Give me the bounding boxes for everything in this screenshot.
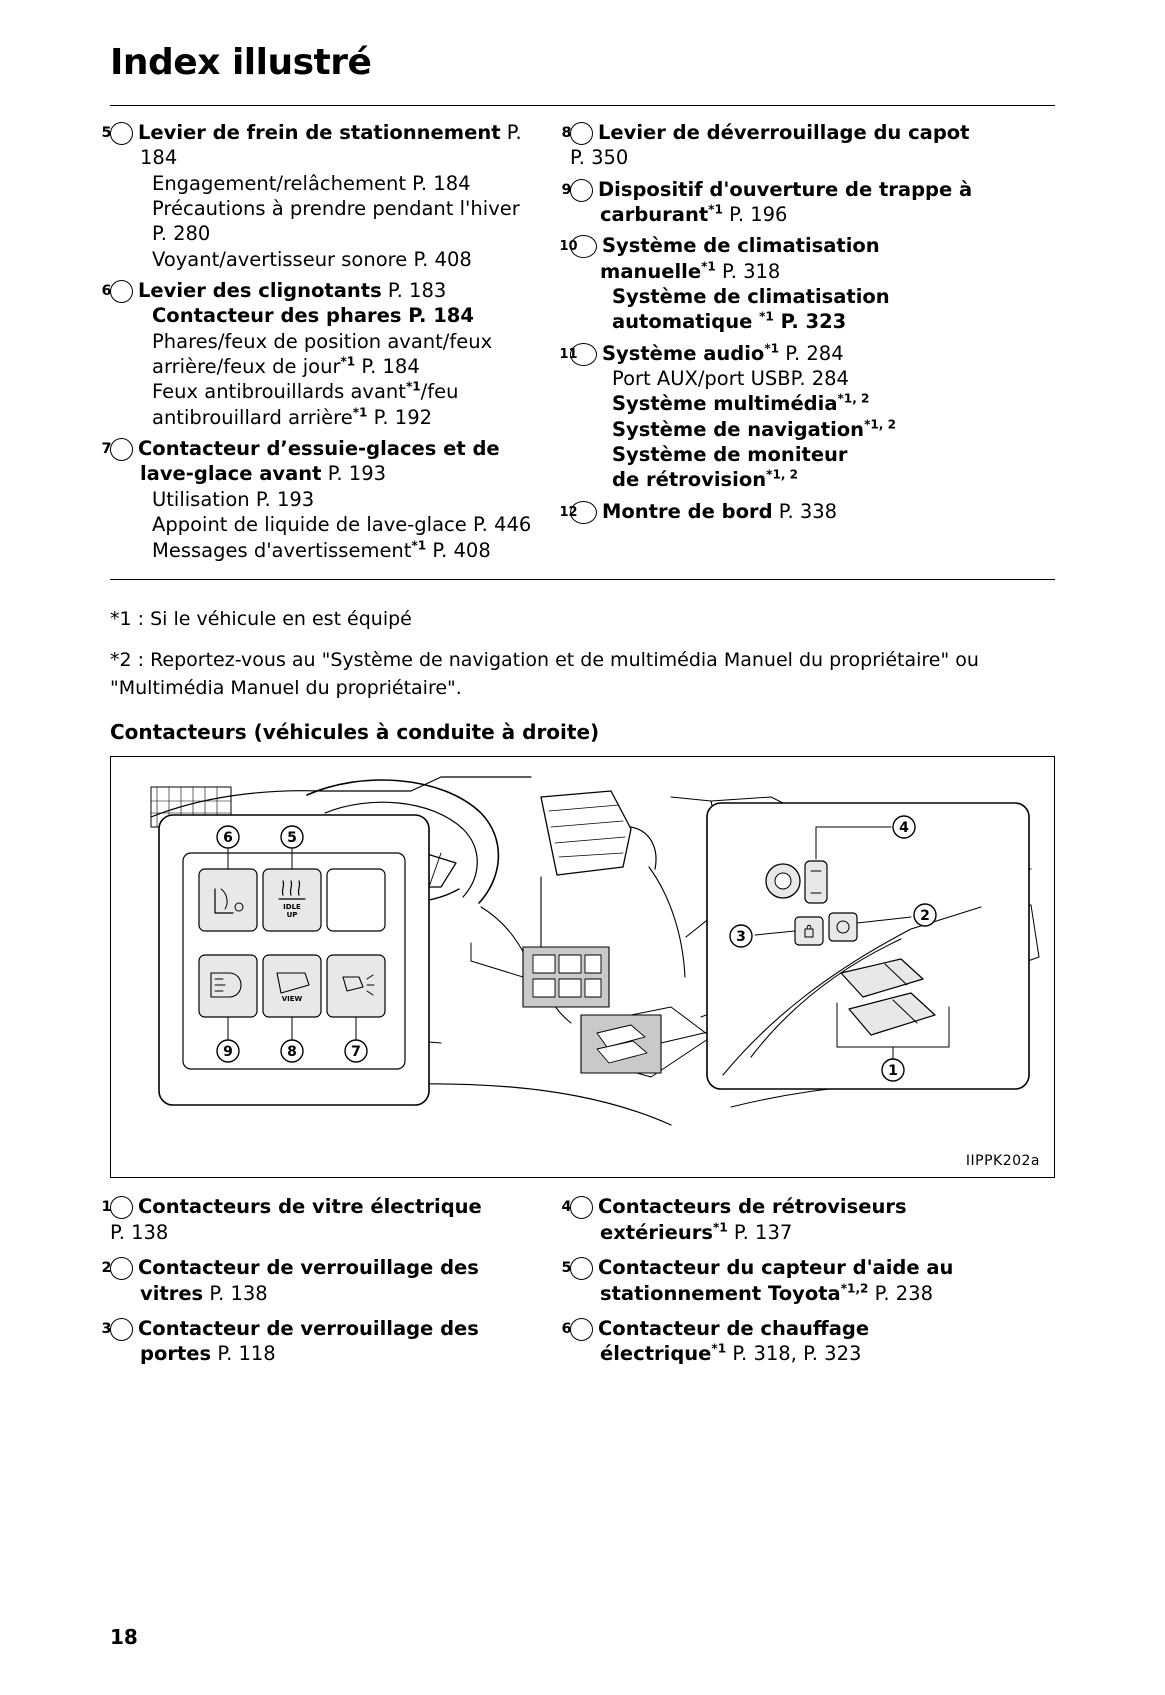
svg-text:5: 5 [287, 830, 297, 847]
index-entry-6-title: Levier des clignotants [138, 279, 382, 303]
legend-column-left [101, 1194, 532, 1376]
legend-entry-5-title: Contacteur du capteur d'aide au stationnement Toyota [598, 1256, 954, 1305]
index-entry-8-title: Levier de déverrouillage du capot [598, 121, 970, 144]
index-columns [101, 120, 1055, 569]
svg-text:UP: UP [286, 911, 298, 920]
index-column-right [559, 120, 992, 569]
switch-label-view: VIEW [281, 995, 303, 1004]
divider-bottom [110, 579, 1055, 580]
index-entry-12-title: Montre de bord [602, 499, 773, 523]
legend-entry-1-page: P. 138 [110, 1220, 169, 1244]
legend-entry-5-page: P. 238 [874, 1281, 933, 1305]
index-entry-8 [561, 120, 992, 171]
svg-text:7: 7 [351, 1044, 361, 1061]
callout-number-11: 11 [570, 343, 597, 366]
figure-illustration [111, 757, 1051, 1177]
index-entry-10: 10 Système de climatisation manuelle$^{*1}$ P. 318 Système de climatisation automatique $^{*1}$ P. 323 [570, 233, 992, 334]
figure-callout-7 [345, 1040, 367, 1062]
index-entry-11-page: P. 284 [785, 341, 844, 365]
index-entry-5 [101, 120, 532, 272]
index-entry-9-page: P. 196 [729, 203, 788, 227]
index-entry-11-title: Système audio [602, 341, 765, 365]
legend-number-2: 2 [110, 1257, 133, 1280]
figure-callout-6 [217, 826, 239, 848]
callout-number-8: 8 [570, 122, 593, 145]
index-entry-7 [101, 436, 532, 563]
legend-entry-4: 4 Contacteurs de rétroviseurs extérieurs$^{*1}$ P. 137 [561, 1195, 907, 1244]
index-entry-8-page: P. 350 [570, 146, 629, 170]
index-entry-6-subbold: Contacteur des phares P. 184 [152, 304, 474, 328]
index-entry-10-page: P. 318 [722, 259, 781, 283]
callout-number-6: 6 [110, 280, 133, 303]
figure-legend [101, 1194, 1055, 1376]
figure-callout-8 [281, 1040, 303, 1062]
legend-column-right [561, 1194, 992, 1376]
page-title: Index illustré [110, 42, 372, 83]
figure-switches-rhd [110, 756, 1055, 1178]
legend-entry-3-page: P. 118 [217, 1342, 276, 1366]
figure-callout-3 [730, 925, 752, 947]
svg-text:3: 3 [736, 929, 746, 946]
index-entry-12-page: P. 338 [778, 499, 838, 523]
index-entry-10-subbold-0: Système de climatisation automatique $^{*1}$ P. 323 [612, 285, 890, 334]
callout-number-9: 9 [570, 179, 593, 202]
index-entry-9-title: Dispositif d'ouverture de trappe à carburant [598, 177, 973, 227]
divider-top [110, 105, 1055, 106]
legend-number-1: 1 [110, 1196, 133, 1219]
index-entry-5-sub-2: Voyant/avertisseur sonore P. 408 [152, 247, 472, 271]
index-entry-12 [559, 499, 992, 524]
manual-page [0, 42, 1165, 1695]
index-entry-7-sub-2: Messages d'avertissement$^{*1}$ P. 408 [152, 538, 491, 562]
legend-number-3: 3 [110, 1318, 133, 1341]
switch-label-idle-up: IDLE [283, 903, 301, 912]
legend-entry-1 [101, 1194, 532, 1245]
legend-entry-4-page: P. 137 [733, 1220, 793, 1244]
legend-entry-6: 6 Contacteur de chauffage électrique$^{*1}$ P. 318, P. 323 [561, 1316, 870, 1366]
figure-callout-9 [217, 1040, 239, 1062]
legend-entry-1-title: Contacteurs de vitre électrique [138, 1195, 482, 1219]
legend-entry-5: 5 Contacteur du capteur d'aide au stationnement Toyota$^{*1,2}$ P. 238 [561, 1256, 954, 1305]
svg-text:1: 1 [888, 1063, 898, 1080]
section-title: Contacteurs (véhicules à conduite à droite) [110, 720, 600, 745]
index-entry-7-page: P. 193 [327, 462, 387, 486]
index-entry-11-subbold-0: Système multimédia$^{*1, 2}$ [612, 391, 870, 416]
legend-entry-3-title: Contacteur de verrouillage des portes [138, 1316, 479, 1366]
index-entry-6-page: P. 183 [387, 279, 447, 303]
legend-entry-2 [101, 1255, 532, 1306]
index-entry-5-page: P. 184 [140, 121, 522, 170]
legend-entry-2-title: Contacteur de verrouillage des vitres [138, 1256, 479, 1305]
legend-entry-2-page: P. 138 [209, 1281, 268, 1305]
footnotes [110, 606, 1055, 703]
index-entry-6-sub-1: Feux antibrouillards avant$^{*1}$/feu antibrouillard arrière$^{*1}$ P. 192 [152, 379, 459, 429]
svg-text:4: 4 [899, 820, 909, 837]
figure-callout-4 [893, 816, 915, 838]
figure-callout-5 [281, 826, 303, 848]
svg-text:6: 6 [223, 830, 233, 847]
legend-number-6: 6 [570, 1318, 593, 1341]
footnote-1: *1 : Si le véhicule en est équipé [110, 607, 412, 630]
index-entry-5-title: Levier de frein de stationnement [138, 121, 501, 144]
svg-text:8: 8 [287, 1044, 297, 1061]
index-entry-7-title: Contacteur d’essuie-glaces et de lave-glace avant [138, 437, 500, 486]
svg-text:9: 9 [223, 1044, 233, 1061]
figure-callout-2 [914, 904, 936, 926]
index-column-left [101, 120, 532, 569]
index-entry-5-sub-1: Précautions à prendre pendant l'hiver P. 280 [152, 197, 520, 246]
legend-entry-4-title: Contacteurs de rétroviseurs extérieurs [598, 1195, 907, 1244]
legend-number-5: 5 [570, 1257, 593, 1280]
index-entry-7-sub-1: Appoint de liquide de lave-glace P. 446 [152, 513, 532, 537]
index-entry-5-sub-0: Engagement/relâchement P. 184 [152, 171, 471, 195]
index-entry-10-title: Système de climatisation manuelle [600, 234, 880, 283]
index-entry-11-sub-regular: Port AUX/port USBP. 284 [612, 367, 849, 391]
index-entry-6-sub-0: Phares/feux de position avant/feux arrière/feux de jour$^{*1}$ P. 184 [152, 329, 493, 379]
footnote-2: *2 : Reportez-vous au "Système de navigation et de multimédia Manuel du propriétaire" ou "Multimédia Manuel du propriétaire". [110, 649, 979, 699]
figure-code: IIPPK202a [965, 1153, 1040, 1170]
index-entry-6 [101, 278, 532, 430]
svg-text:2: 2 [920, 908, 930, 925]
index-entry-9: 9 Dispositif d'ouverture de trappe à carburant$^{*1}$ P. 196 [561, 177, 973, 227]
legend-entry-6-page: P. 318, P. 323 [732, 1342, 862, 1366]
legend-entry-6-title: Contacteur de chauffage électrique [598, 1316, 870, 1366]
page-number: 18 [110, 1625, 138, 1649]
callout-number-12: 12 [570, 501, 597, 524]
legend-entry-3 [101, 1316, 532, 1367]
figure-callout-1 [882, 1059, 904, 1081]
index-entry-11-subbold-2: Système de moniteur de rétrovision$^{*1, 2}$ [612, 443, 848, 492]
index-entry-11-subbold-1: Système de navigation$^{*1, 2}$ [612, 417, 896, 441]
index-entry-7-sub-0: Utilisation P. 193 [152, 487, 315, 511]
legend-number-4: 4 [570, 1196, 593, 1219]
callout-number-5: 5 [110, 122, 133, 145]
callout-number-10: 10 [570, 235, 597, 258]
callout-number-7: 7 [110, 438, 133, 461]
index-entry-11: 11 Système audio$^{*1}$ P. 284 Port AUX/port USBP. 284 Système multimédia$^{*1, 2}$ Système de navigation$^{*1, 2}$ Système de moniteur de rétrovision$^{*1, 2}$ [570, 341, 992, 493]
